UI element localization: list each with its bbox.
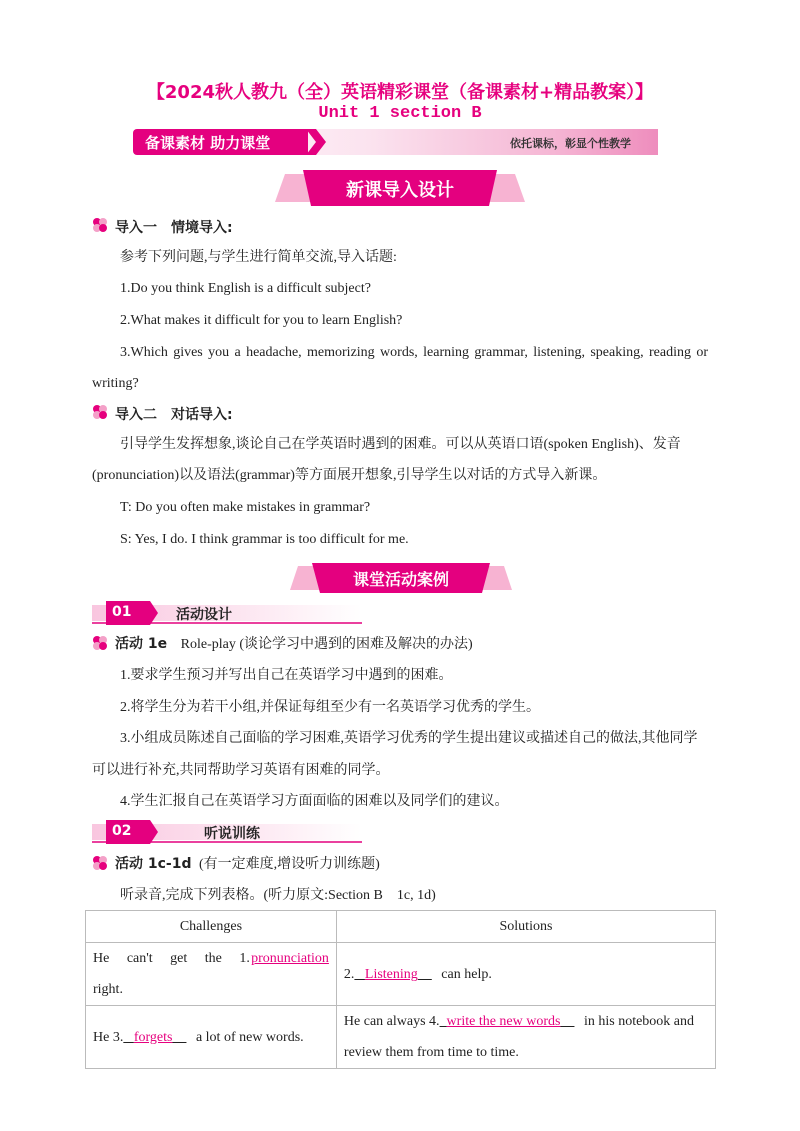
answer-blank-2: Listening [364, 966, 418, 982]
activity-step-1: 1.要求学生预习并写出自己在英语学习中遇到的困难。 [120, 668, 453, 683]
solution-2-prefix: He can always 4. [343, 1014, 440, 1029]
listening-instruction: 听录音,完成下列表格。(听力原文:Section B 1c, 1d) [120, 888, 436, 903]
challenge-1-prefix: He can't get the 1. [93, 951, 250, 966]
activity-1c-1d-description: (有一定难度,增设听力训练题) [199, 857, 380, 872]
intro1-question-3-cont: writing? [92, 376, 139, 391]
activity-step-4: 4.学生汇报自己在英语学习方面面临的困难以及同学们的建议。 [120, 794, 509, 809]
section-01-number: 01 [112, 604, 132, 620]
flower-bullet-icon [92, 404, 108, 420]
activity-step-2: 2.将学生分为若干小组,并保证每组至少有一名英语学习优秀的学生。 [120, 700, 540, 715]
table-row [86, 943, 716, 1006]
intro1-question-1: 1.Do you think English is a difficult subject? [120, 281, 371, 296]
answer-blank-1: pronunciation [251, 951, 329, 966]
document-subtitle: Unit 1 section B [318, 104, 482, 123]
activity-1e-description: Role-play (谈论学习中遇到的困难及解决的办法) [180, 637, 473, 652]
activity-1e-label: 活动 1e [115, 636, 168, 652]
answer-blank-4: write the new words [446, 1014, 561, 1029]
prep-band-label: 备课素材 助力课堂 [145, 134, 271, 152]
intro-banner-title: 新课导入设计 [346, 180, 454, 201]
intro2-paragraph-1: 引导学生发挥想象,谈论自己在学英语时遇到的困难。可以从英语口语(spoken English)、发音 [120, 437, 681, 452]
teacher-line: T: Do you often make mistakes in grammar? [120, 500, 371, 515]
solution-cell-1 [336, 943, 715, 1006]
section-02-number: 02 [112, 823, 132, 839]
challenge-cell-2 [86, 1006, 337, 1069]
flower-bullet-icon [92, 217, 108, 233]
band-chevron-icon [306, 129, 328, 155]
challenge-1-suffix: right. [93, 982, 123, 997]
flower-bullet-icon [92, 635, 108, 651]
challenge-2-prefix: He 3. [93, 1029, 124, 1045]
section-02-title: 听说训练 [204, 826, 260, 842]
flower-bullet-icon [92, 855, 108, 871]
solution-cell-2 [336, 1006, 715, 1069]
intro2-paragraph-2: (pronunciation)以及语法(grammar)等方面展开想象,引导学生以对话的方式导入新课。 [92, 468, 607, 483]
intro1-heading: 导入一 情境导入: [115, 220, 233, 236]
prep-band-motto: 依托课标，彰显个性教学 [510, 137, 631, 150]
challenges-solutions-table [85, 910, 716, 1069]
intro1-question-3: 3.Which gives you a headache, memorizing words, learning grammar, listening, speaking, reading or [120, 345, 708, 360]
table-row [86, 1006, 716, 1069]
student-line: S: Yes, I do. I think grammar is too difficult for me. [120, 532, 409, 547]
activity-1c-1d-label: 活动 1c-1d [115, 856, 192, 872]
solution-1-suffix: can help. [441, 966, 492, 982]
column-header-solutions: Solutions [336, 911, 715, 943]
challenge-cell-1 [86, 943, 337, 1006]
answer-blank-3: forgets [133, 1029, 173, 1045]
solution-2-suffix: in his notebook and [583, 1014, 695, 1029]
activity-banner-title: 课堂活动案例 [352, 570, 449, 589]
activity-step-3: 3.小组成员陈述自己面临的学习困难,英语学习优秀的学生提出建议或描述自己的做法,其他同学 [120, 731, 698, 746]
solution-1-prefix: 2. [343, 966, 355, 982]
section-01-title: 活动设计 [176, 607, 232, 623]
intro1-lead: 参考下列问题,与学生进行简单交流,导入话题: [120, 250, 397, 265]
column-header-challenges: Challenges [86, 911, 337, 943]
activity-step-3-cont: 可以进行补充,共同帮助学习英语有困难的同学。 [92, 763, 390, 778]
intro1-question-2: 2.What makes it difficult for you to learn English? [120, 313, 403, 328]
table-header-row [86, 911, 716, 943]
document-title: 【2024秋人教九（全）英语精彩课堂（备课素材+精品教案）】 [146, 82, 654, 103]
challenge-2-suffix: a lot of new words. [195, 1029, 304, 1045]
solution-2-line2: review them from time to time. [343, 1045, 519, 1060]
intro2-heading: 导入二 对话导入: [115, 407, 233, 423]
